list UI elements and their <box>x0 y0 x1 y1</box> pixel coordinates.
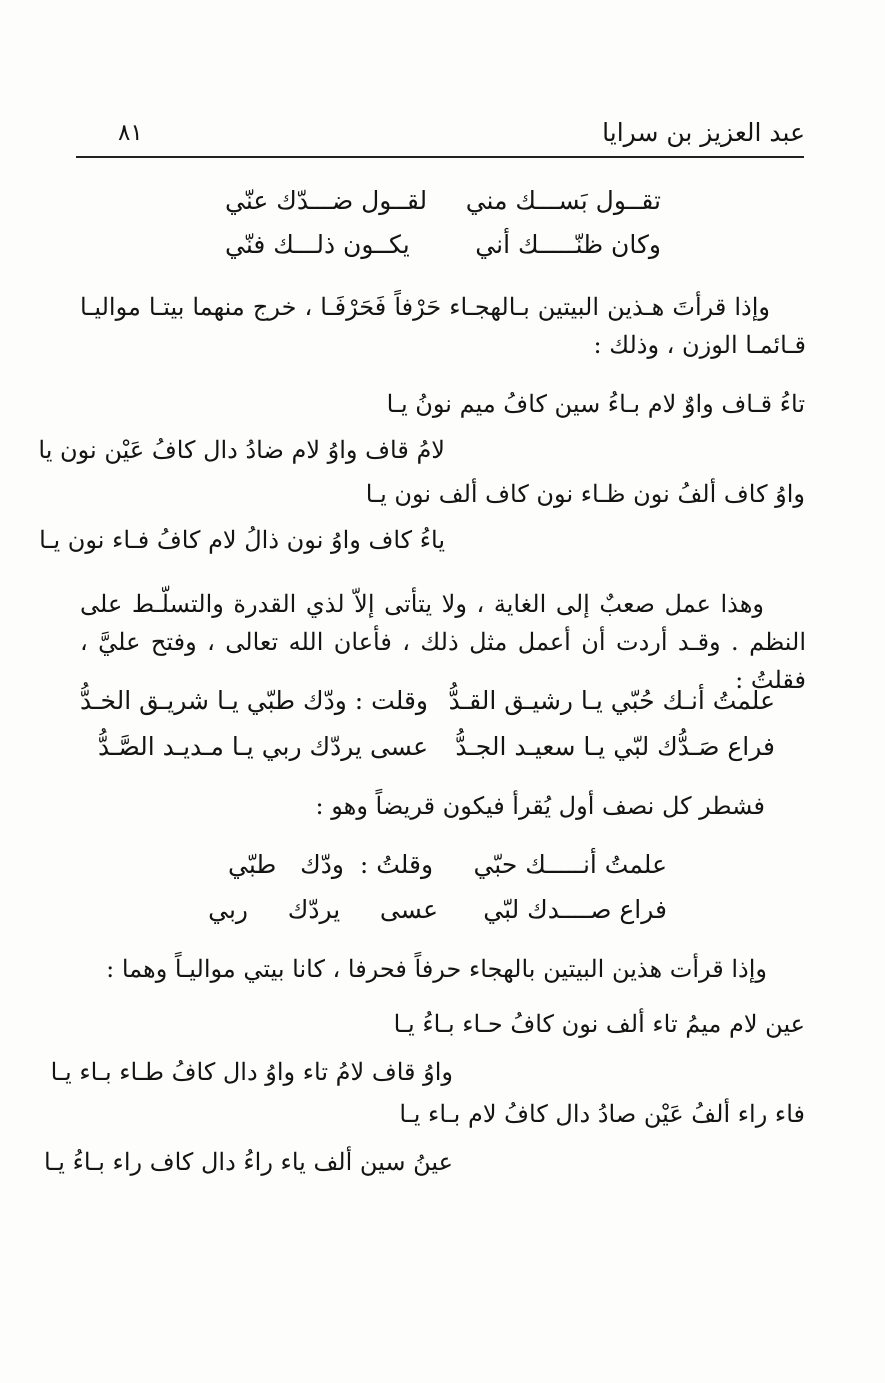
mawaliya1-line3: واوُ كاف ألفُ نون ظـاء نون كاف ألف نون يـا <box>365 480 805 508</box>
poem1-verse2-first-hemistich: وكان ظنّـــــك أني <box>475 230 661 259</box>
poem1-verse1-second-hemistich: لقــول ضـــدّك عنّي <box>225 186 428 215</box>
poem3-verse1-second-hemistich: وقلتُ : ودّك طبّي <box>228 850 434 879</box>
paragraph-3: فشطر كل نصف أول يُقرأ فيكون قريضاً وهو : <box>315 792 765 820</box>
page-number: ٨١ <box>118 120 143 146</box>
poem1-verse1-first-hemistich: تقــول بَســـك مني <box>465 186 661 215</box>
paragraph-2: وهذا عمل صعبٌ إلى الغاية ، ولا يتأتى إلاّ لذي القدرة والتسلّـط على النظم . وقـد أردت أن أعمل مثل ذلك ، فأعان الله تعالى ، وفتح عليَّ ، فقلتُ : <box>80 590 806 694</box>
poem2-verse1-first-hemistich: علمتُ أنـك حُبّي يـا رشيـق القـدُّ <box>448 686 775 715</box>
mawaliya1-line2: لامُ قاف واوُ لام ضادُ دال كافُ عَيْن نون يا <box>38 436 445 464</box>
poem2-verse1-second-hemistich: وقلت : ودّك طبّي يـا شريـق الخـدُّ <box>80 686 428 715</box>
poem2-verse2-first-hemistich: فراع صَـدُّك لبّي يـا سعيـد الجـدُّ <box>455 732 775 761</box>
poem3-verse2-second-hemistich: عسى يردّك ربي <box>208 895 438 924</box>
running-header-title: عبد العزيز بن سرايا <box>602 118 805 147</box>
mawaliya2-line4: عينُ سين ألف ياء راءُ دال كاف راء بـاءُ يـا <box>43 1148 453 1176</box>
paragraph-4: وإذا قرأت هذين البيتين بالهجاء حرفاً فحرفا ، كانا بيتي مواليـاً وهما : <box>106 955 767 983</box>
mawaliya1-line4: ياءُ كاف واوُ نون ذالُ لام كافُ فـاء نون يـا <box>39 526 445 554</box>
mawaliya2-line2: واوُ قاف لامُ تاء واوُ دال كافُ طـاء بـاء يـا <box>50 1058 453 1086</box>
poem3-verse2-first-hemistich: فراع صــــدك لبّي <box>483 895 667 924</box>
header-rule <box>76 156 804 158</box>
mawaliya2-line3: فاء راء ألفُ عَيْن صادُ دال كافُ لام بـاء يـا <box>399 1100 805 1128</box>
poem2-verse2-second-hemistich: عسى يردّك ربي يـا مـديـد الصَّـدُّ <box>98 732 428 761</box>
mawaliya2-line1: عين لام ميمُ تاء ألف نون كافُ حـاء بـاءُ يـا <box>393 1010 805 1038</box>
mawaliya1-line1: تاءُ قـاف واوٌ لام بـاءُ سين كافُ ميم نونُ يـا <box>386 390 805 418</box>
poem3-verse1-first-hemistich: علمتُ أنـــــك حبّي <box>473 850 667 879</box>
poem1-verse2-second-hemistich: يكــون ذلـــك فنّي <box>225 230 410 259</box>
paragraph-1: وإذا قرأتَ هـذين البيتين بـالهجـاء حَرْفاً فَحَرْفَـا ، خرج منهما بيتـا مواليـا قـائمـا الوزن ، وذلك : <box>80 293 806 359</box>
